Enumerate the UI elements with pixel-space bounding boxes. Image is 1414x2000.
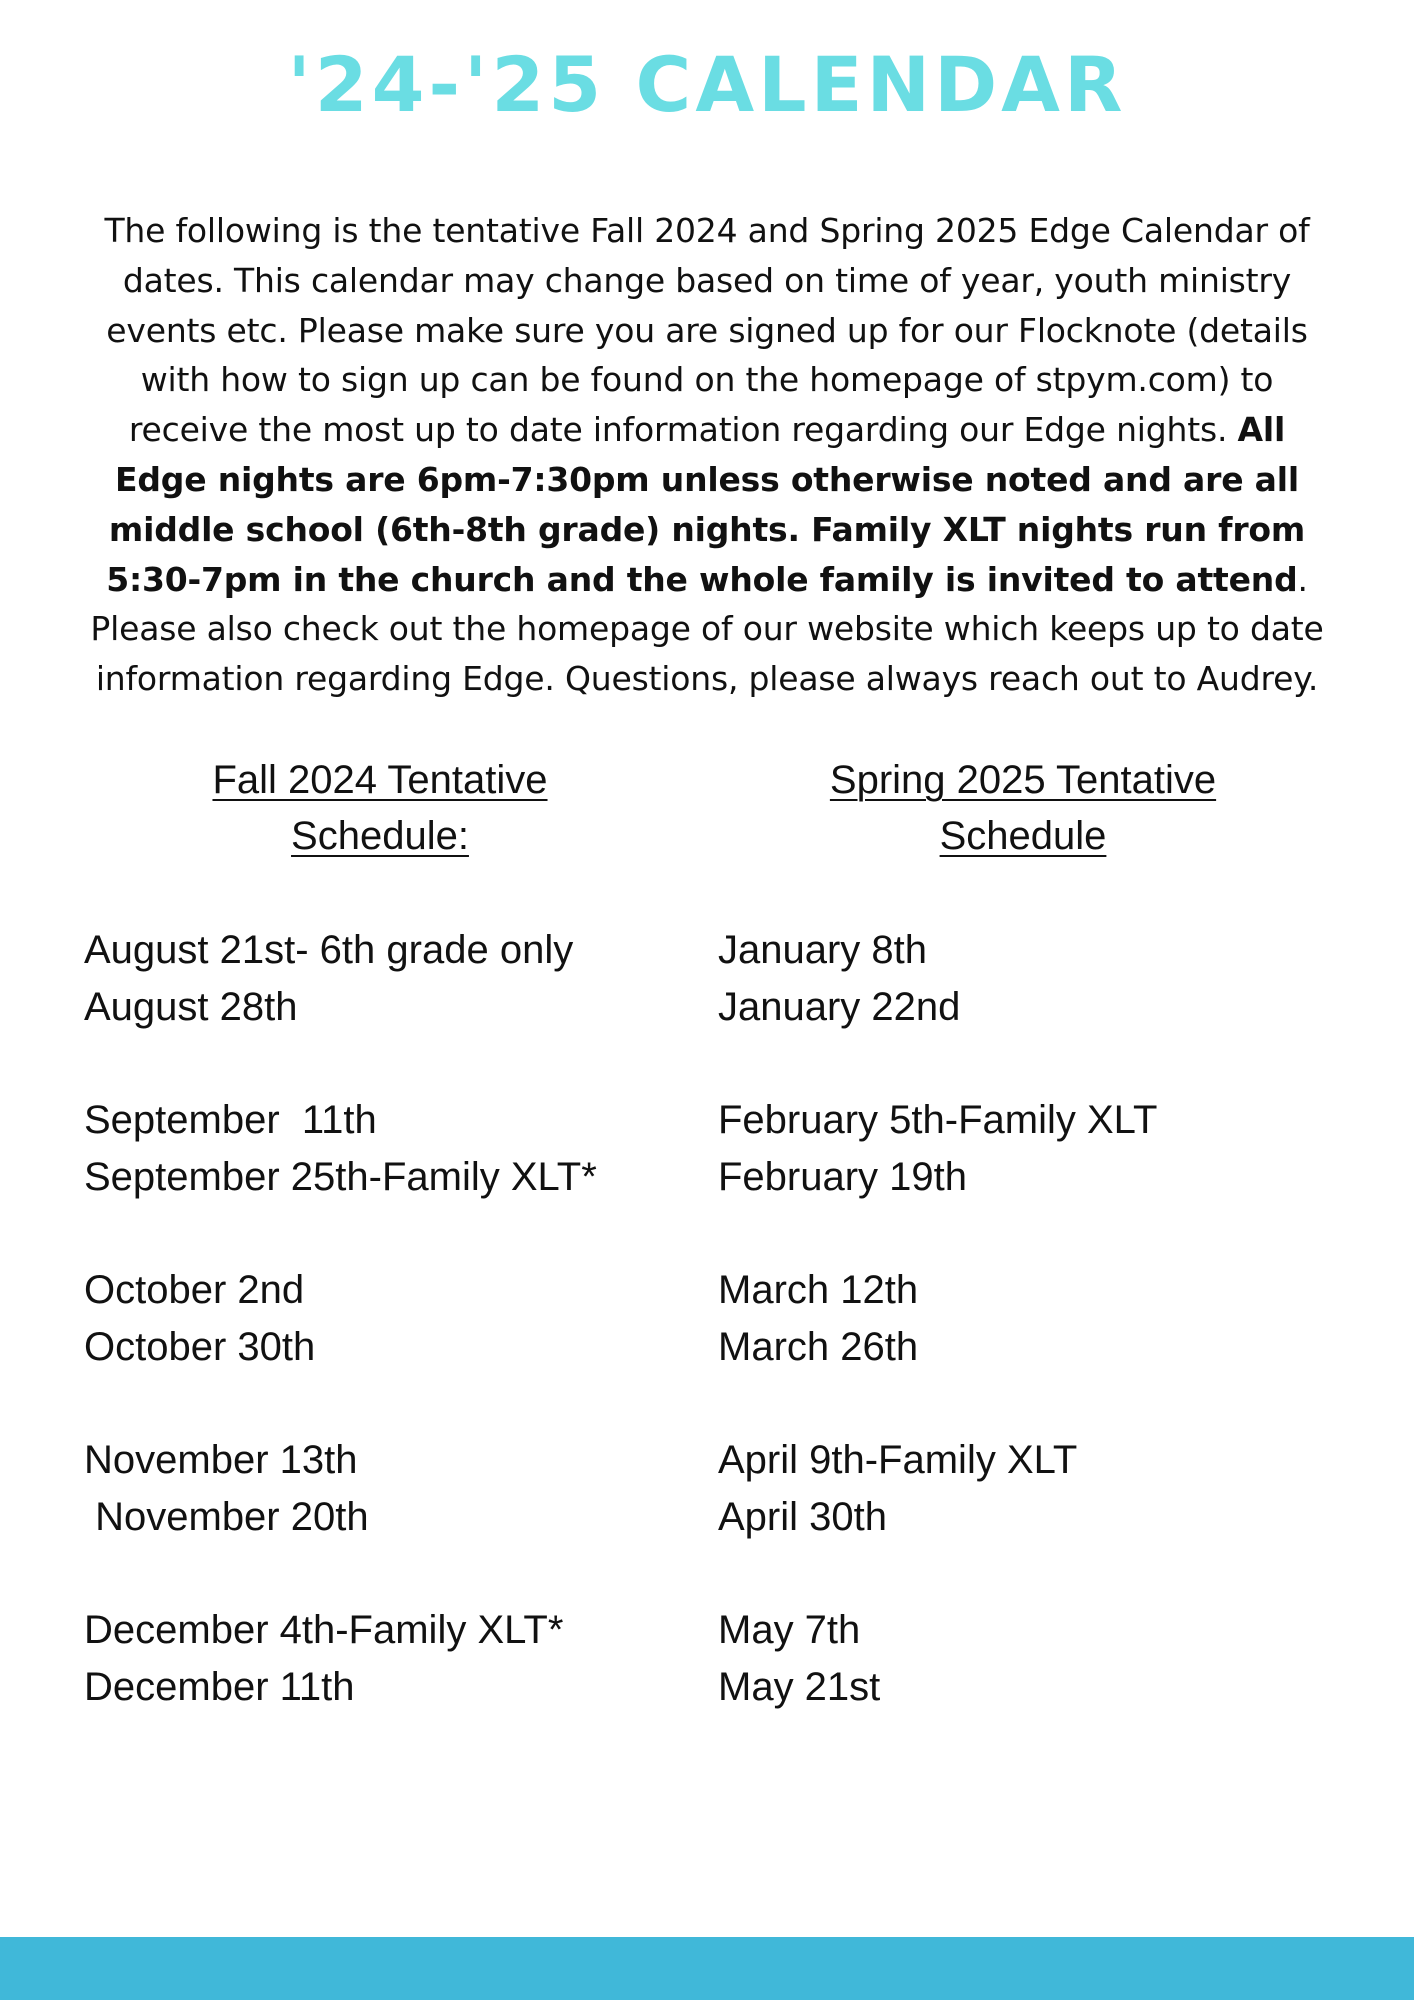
fall-date: November 13th bbox=[84, 1438, 358, 1482]
spring-date: May 7th bbox=[718, 1608, 861, 1652]
spring-date: January 8th bbox=[718, 928, 928, 972]
spring-date: March 26th bbox=[718, 1324, 919, 1369]
spring-heading-line1: Spring 2025 Tentative bbox=[829, 758, 1217, 802]
spring-heading-line2: Schedule bbox=[939, 814, 1107, 858]
spring-date: April 9th-Family XLT bbox=[718, 1438, 1078, 1482]
spring-dates-list bbox=[718, 922, 1318, 1772]
fall-heading-line2: Schedule: bbox=[291, 814, 469, 858]
fall-date: August 21st- 6th grade only bbox=[84, 928, 574, 972]
spring-date: March 12th bbox=[718, 1268, 919, 1312]
spring-date: February 5th-Family XLT bbox=[718, 1098, 1158, 1142]
fall-date: September 25th-Family XLT* bbox=[84, 1154, 597, 1199]
fall-schedule-heading bbox=[100, 752, 660, 864]
fall-date: October 30th bbox=[84, 1324, 316, 1369]
footer-bar bbox=[0, 1937, 1414, 2000]
fall-heading-line1: Fall 2024 Tentative bbox=[212, 758, 548, 802]
fall-date: October 2nd bbox=[84, 1268, 305, 1312]
intro-paragraph bbox=[80, 206, 1334, 704]
spring-month-group bbox=[718, 922, 1318, 1092]
intro-text-end: . Please also check out the homepage of our website which keeps up to date information regarding Edge. Questions, please always reach out to Audrey. bbox=[90, 559, 1324, 699]
page-title: '24-'25 CALENDAR bbox=[287, 40, 1127, 129]
fall-month-group bbox=[84, 1432, 704, 1602]
fall-date: November 20th bbox=[84, 1494, 369, 1539]
fall-date: December 4th-Family XLT* bbox=[84, 1608, 564, 1652]
spring-month-group bbox=[718, 1092, 1318, 1262]
fall-month-group bbox=[84, 922, 704, 1092]
fall-dates-list bbox=[84, 922, 704, 1772]
intro-bold-text: All Edge nights are 6pm-7:30pm unless otherwise noted and are all middle school (6th-8th grade) nights. Family XLT nights run from 5:30-7pm in the church and the whole family is invited to attend bbox=[106, 410, 1306, 599]
spring-month-group bbox=[718, 1262, 1318, 1432]
fall-date: August 28th bbox=[84, 984, 298, 1029]
spring-schedule-heading bbox=[743, 752, 1303, 864]
spring-date: April 30th bbox=[718, 1494, 887, 1539]
spring-date: January 22nd bbox=[718, 984, 961, 1029]
fall-month-group bbox=[84, 1092, 704, 1262]
intro-text-start: The following is the tentative Fall 2024 and Spring 2025 Edge Calendar of dates. This calendar may change based on time of year, youth ministry events etc. Please make sure you are signed up for our Flocknote (details with how to sign up can be found on the homepage of stpym.com) to receive the most up to date information regarding our Edge nights. bbox=[104, 211, 1310, 450]
fall-month-group bbox=[84, 1602, 704, 1772]
fall-month-group bbox=[84, 1262, 704, 1432]
fall-date: September 11th bbox=[84, 1098, 377, 1142]
fall-date: December 11th bbox=[84, 1664, 355, 1709]
spring-month-group bbox=[718, 1602, 1318, 1772]
spring-date: May 21st bbox=[718, 1664, 881, 1709]
spring-date: February 19th bbox=[718, 1154, 968, 1199]
spring-month-group bbox=[718, 1432, 1318, 1602]
